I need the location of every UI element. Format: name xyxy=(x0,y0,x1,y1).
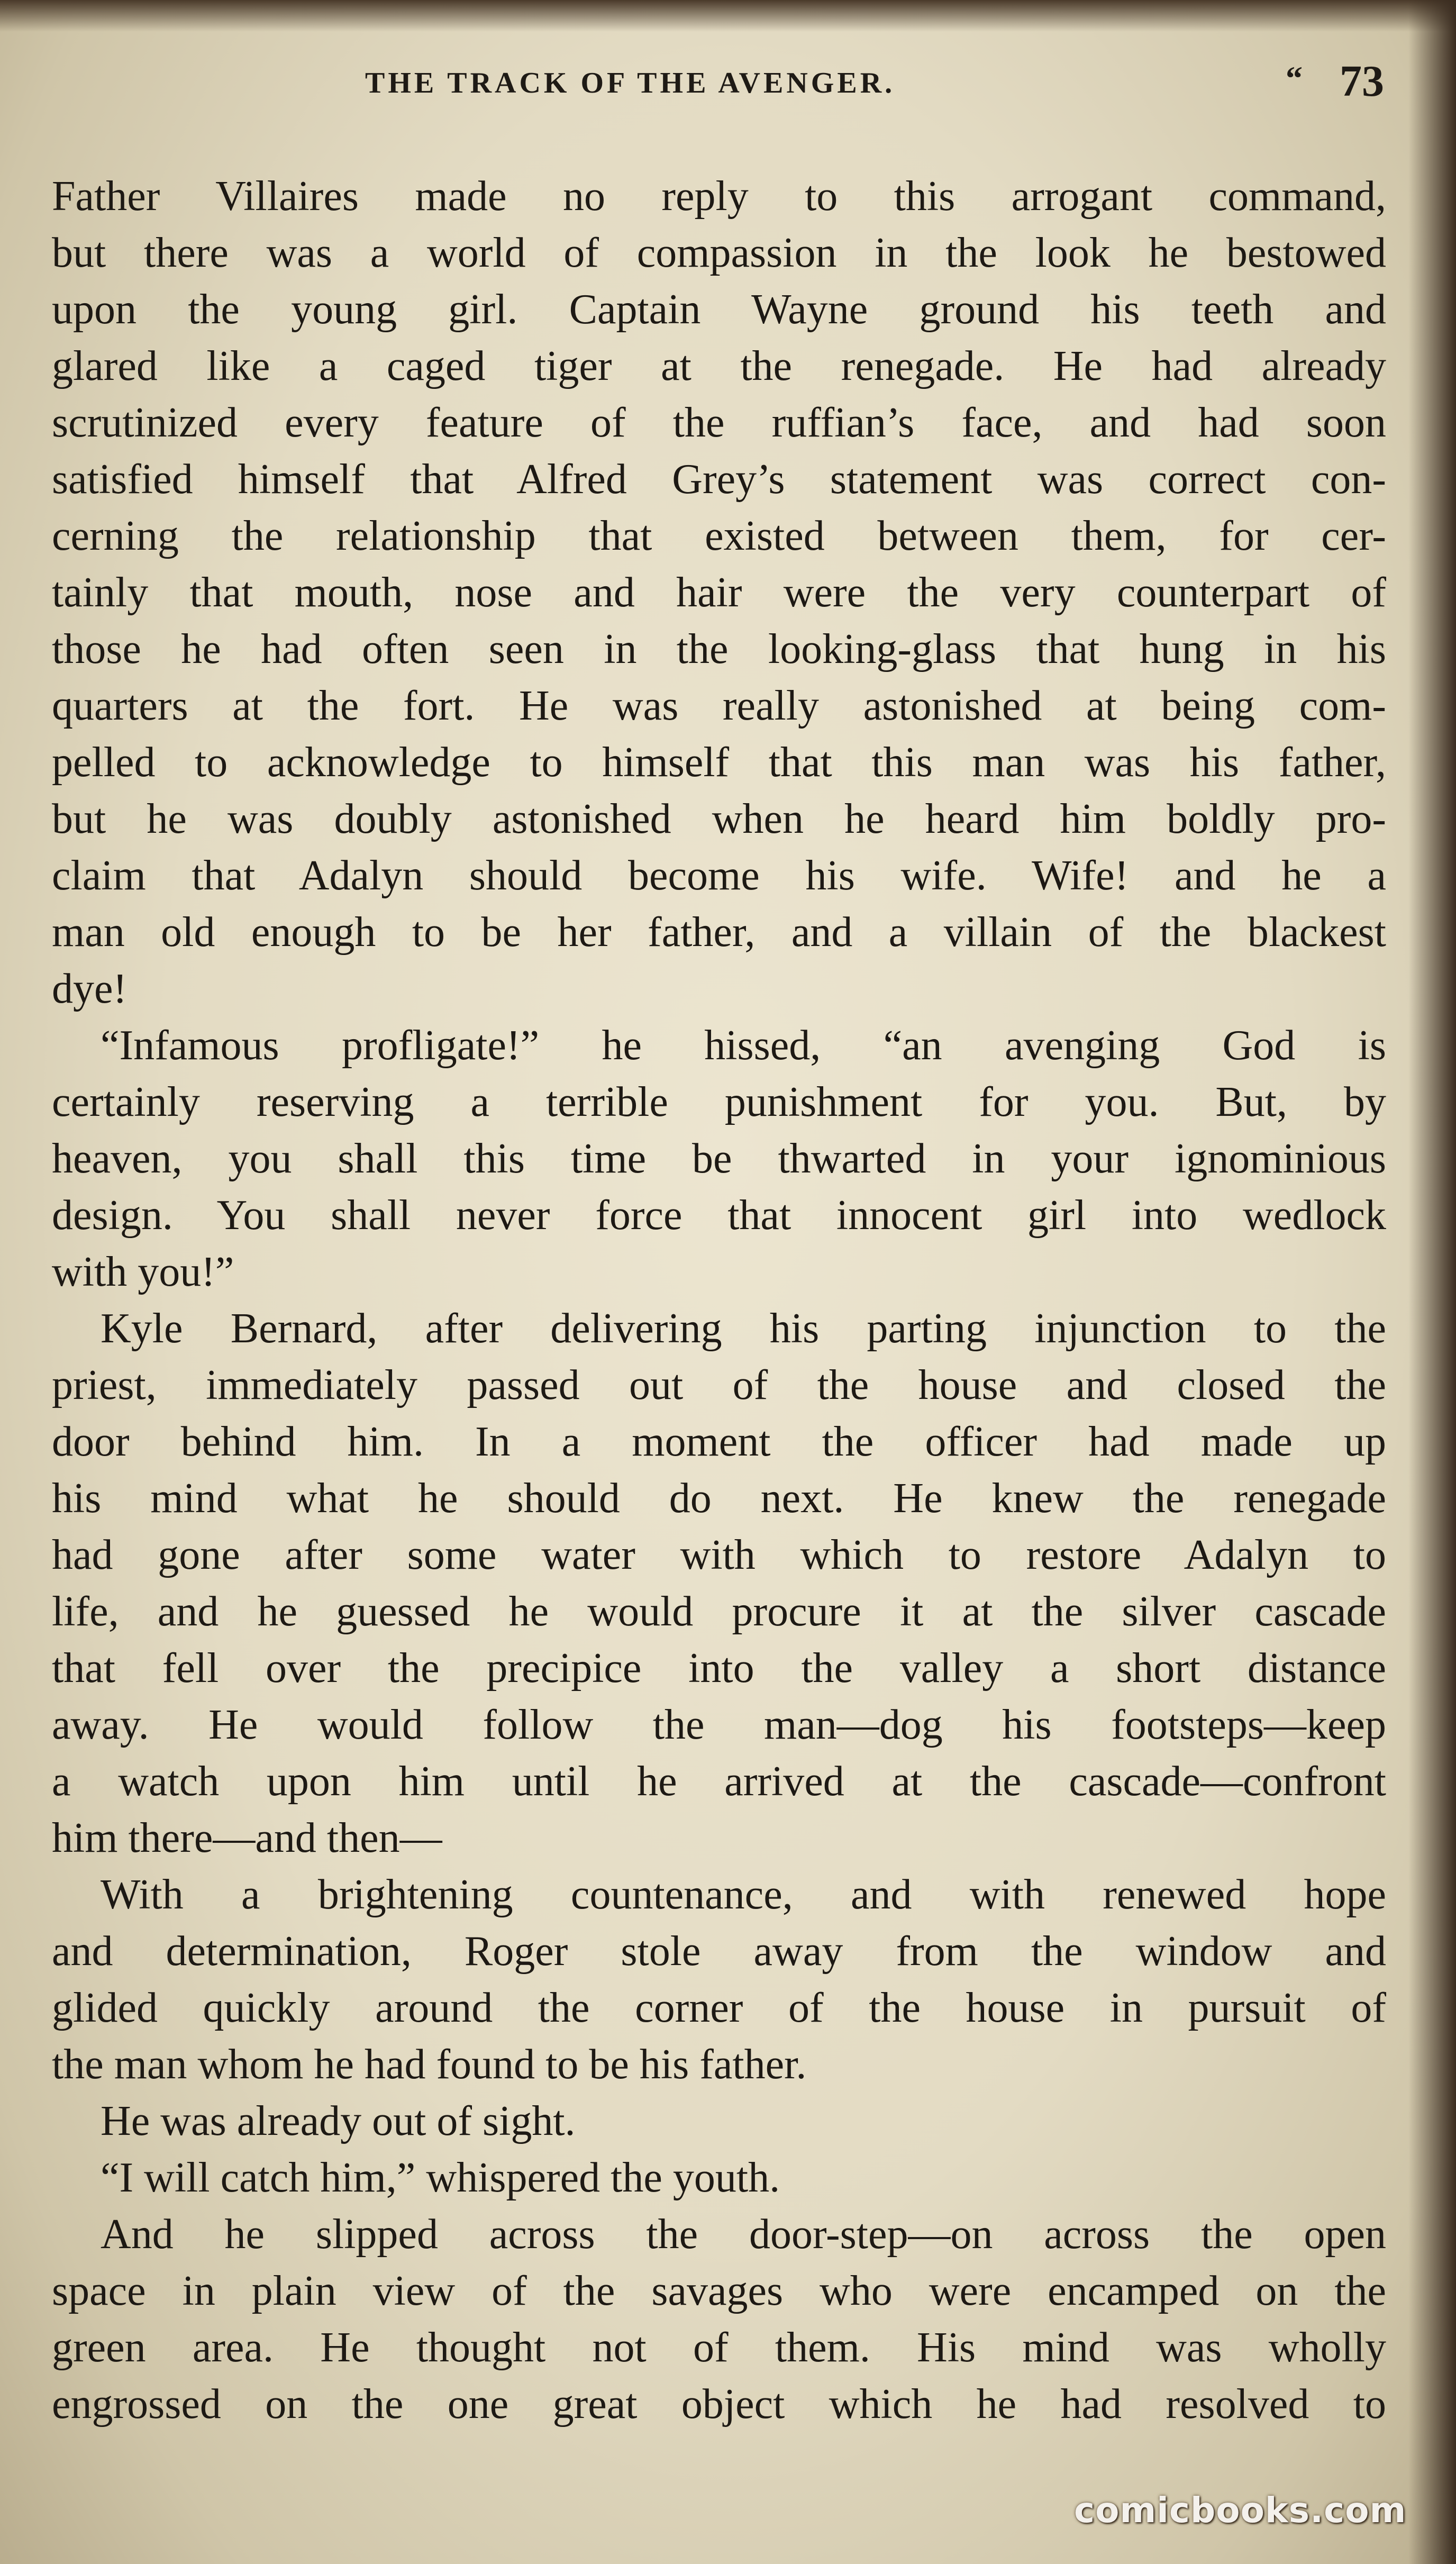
text-line: tainly that mouth, nose and hair were the very counterpart of xyxy=(52,569,1386,616)
watermark-text: comicbooks.com xyxy=(1074,2490,1407,2531)
running-head: THE TRACK OF THE AVENGER. xyxy=(365,67,896,99)
text-line: dye! xyxy=(52,966,128,1012)
text-line: “Infamous profligate!” he hissed, “an avenging God is xyxy=(101,1022,1386,1069)
page-header xyxy=(53,56,1397,119)
text-line: certainly reserving a terrible punishment for you. But, by xyxy=(52,1079,1386,1125)
text-line: a watch upon him until he arrived at the cascade—confront xyxy=(52,1758,1386,1805)
text-line: man old enough to be her father, and a villain of the blackest xyxy=(52,909,1386,956)
header-quote-mark: “ xyxy=(1286,59,1303,97)
text-line: had gone after some water with which to restore Adalyn to xyxy=(52,1532,1386,1578)
text-line: priest, immediately passed out of the house and closed the xyxy=(52,1362,1386,1408)
page-number: 73 xyxy=(1340,57,1384,106)
text-line: Kyle Bernard, after delivering his parting injunction to the xyxy=(101,1305,1386,1352)
text-line: claim that Adalyn should become his wife. Wife! and he a xyxy=(52,852,1386,899)
text-line: engrossed on the one great object which he had resolved to xyxy=(52,2381,1386,2427)
text-line: upon the young girl. Captain Wayne ground his teeth and xyxy=(52,286,1386,333)
text-line: heaven, you shall this time be thwarted in your ignominious xyxy=(52,1135,1386,1182)
text-line: space in plain view of the savages who were encamped on the xyxy=(52,2268,1386,2314)
text-line: Father Villaires made no reply to this arrogant command, xyxy=(52,173,1386,220)
text-line: quarters at the fort. He was really astonished at being com- xyxy=(52,683,1386,729)
text-line: life, and he guessed he would procure it at the silver cascade xyxy=(52,1588,1386,1635)
text-line: but he was doubly astonished when he heard him boldly pro- xyxy=(52,796,1386,842)
text-line: but there was a world of compassion in the look he bestowed xyxy=(52,230,1386,276)
text-line: and determination, Roger stole away from the window and xyxy=(52,1928,1386,1975)
body-text xyxy=(52,168,1386,2433)
text-line: satisfied himself that Alfred Grey’s statement was correct con- xyxy=(52,456,1386,503)
text-line: “I will catch him,” whispered the youth. xyxy=(101,2154,780,2201)
text-line: with you!” xyxy=(52,1249,234,1295)
text-line: With a brightening countenance, and with renewed hope xyxy=(101,1871,1386,1918)
text-line: door behind him. In a moment the officer had made up xyxy=(52,1419,1386,1465)
text-line: scrutinized every feature of the ruffian’s face, and had soon xyxy=(52,399,1386,446)
text-line: green area. He thought not of them. His mind was wholly xyxy=(52,2324,1386,2371)
text-line: And he slipped across the door-step—on across the open xyxy=(101,2211,1386,2258)
text-line: pelled to acknowledge to himself that this man was his father, xyxy=(52,739,1386,786)
text-line: cerning the relationship that existed between them, for cer- xyxy=(52,513,1386,559)
text-line: glared like a caged tiger at the renegade. He had already xyxy=(52,343,1386,389)
text-line: away. He would follow the man—dog his footsteps—keep xyxy=(52,1702,1386,1748)
text-line: He was already out of sight. xyxy=(101,2098,576,2144)
text-line: that fell over the precipice into the valley a short distance xyxy=(52,1645,1386,1692)
text-line: his mind what he should do next. He knew the renegade xyxy=(52,1475,1386,1522)
text-line: design. You shall never force that innocent girl into wedlock xyxy=(52,1192,1386,1239)
text-line: the man whom he had found to be his father. xyxy=(52,2041,807,2088)
text-line: him there—and then— xyxy=(52,1815,442,1861)
text-line: glided quickly around the corner of the house in pursuit of xyxy=(52,1985,1386,2031)
text-line: those he had often seen in the looking-glass that hung in his xyxy=(52,626,1386,672)
